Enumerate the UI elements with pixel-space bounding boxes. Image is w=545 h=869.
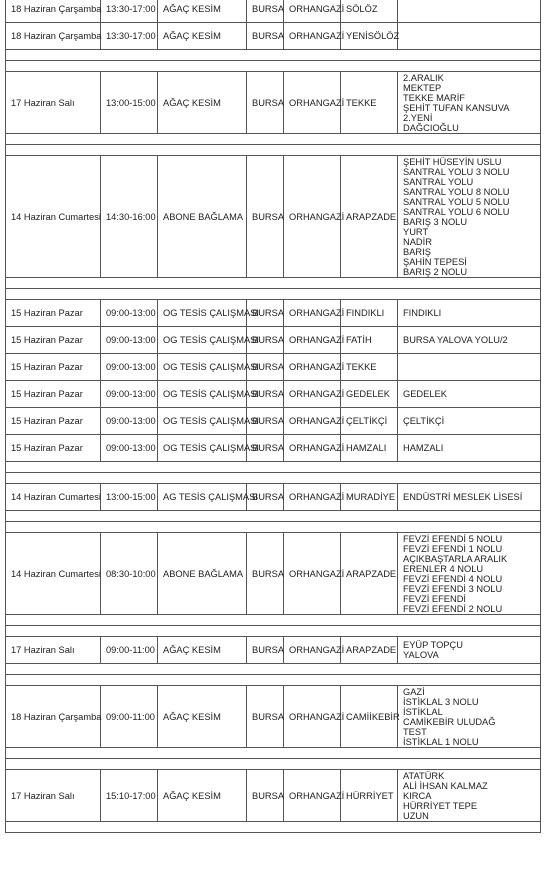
street-name: ENDÜSTRİ MESLEK LİSESİ — [403, 492, 523, 502]
street-name: SANTRAL YOLU 8 NOLU — [403, 186, 510, 197]
streets-cell — [398, 156, 541, 278]
street-name: FEVZİ EFENDİ 4 NOLU — [403, 573, 503, 584]
date-cell: 15 Haziran Pazar — [6, 300, 101, 327]
street-name: CAMİKEBİR ULUDAĞ — [403, 716, 496, 727]
spacer-cell — [6, 50, 541, 61]
time-cell: 08:30-10:00 — [101, 533, 158, 615]
street-name: TEKKE MARİF — [403, 92, 465, 103]
date-cell: 14 Haziran Cumartesi — [6, 156, 101, 278]
table-row — [6, 156, 541, 278]
reason-cell: AĞAÇ KESİM — [158, 686, 247, 748]
spacer-cell — [6, 511, 541, 522]
date-cell: 17 Haziran Salı — [6, 637, 101, 664]
spacer-cell — [6, 462, 541, 473]
table-row — [6, 435, 541, 462]
date-cell: 17 Haziran Salı — [6, 770, 101, 822]
date-cell: 15 Haziran Pazar — [6, 381, 101, 408]
streets-cell — [398, 435, 541, 462]
neighborhood-cell: ARAPZADE — [341, 156, 398, 278]
time-cell: 13:00-15:00 — [101, 72, 158, 134]
street-name: GEDELEK — [403, 389, 447, 399]
city-cell: BURSA — [247, 0, 284, 23]
spacer-row — [6, 278, 541, 289]
reason-cell: AĞAÇ KESİM — [158, 637, 247, 664]
date-cell: 15 Haziran Pazar — [6, 327, 101, 354]
reason-cell: AG TESİS ÇALIŞMASI — [158, 484, 247, 511]
city-cell: BURSA — [247, 533, 284, 615]
spacer-row — [6, 511, 541, 522]
city-cell: BURSA — [247, 637, 284, 664]
spacer-cell — [6, 626, 541, 637]
street-name: YURT — [403, 226, 429, 237]
street-name: YALOVA — [403, 650, 439, 660]
reason-cell: ABONE BAĞLAMA — [158, 533, 247, 615]
street-name: ŞAHİN TEPESİ — [403, 256, 467, 267]
district-cell: ORHANGAZİ — [284, 770, 341, 822]
time-cell: 09:00-11:00 — [101, 686, 158, 748]
street-name: ALİ İHSAN KALMAZ — [403, 780, 488, 791]
district-cell: ORHANGAZİ — [284, 156, 341, 278]
table-row — [6, 408, 541, 435]
reason-cell: OG TESİS ÇALIŞMASI — [158, 381, 247, 408]
reason-cell: OG TESİS ÇALIŞMASI — [158, 435, 247, 462]
table-row — [6, 686, 541, 748]
street-name: MEKTEP — [403, 82, 442, 93]
streets-cell — [398, 770, 541, 822]
reason-cell: AĞAÇ KESİM — [158, 0, 247, 23]
street-name: İSTİKLAL 3 NOLU — [403, 696, 479, 707]
spacer-row — [6, 61, 541, 72]
district-cell: ORHANGAZİ — [284, 0, 341, 23]
time-cell: 09:00-13:00 — [101, 435, 158, 462]
spacer-row — [6, 759, 541, 770]
street-name: EYÜP TOPÇU — [403, 640, 463, 650]
street-name: SANTRAL YOLU 5 NOLU — [403, 196, 510, 207]
reason-cell: OG TESİS ÇALIŞMASI — [158, 354, 247, 381]
city-cell: BURSA — [247, 484, 284, 511]
district-cell: ORHANGAZİ — [284, 408, 341, 435]
street-name: AÇIKBAŞTARLA ARALIK — [403, 553, 508, 564]
spacer-row — [6, 289, 541, 300]
street-name: FEVZİ EFENDİ 1 NOLU — [403, 543, 503, 554]
street-name: BARIŞ — [403, 246, 431, 257]
spacer-cell — [6, 61, 541, 72]
time-cell: 09:00-13:00 — [101, 327, 158, 354]
neighborhood-cell: FINDIKLI — [341, 300, 398, 327]
street-name: FINDIKLI — [403, 308, 442, 318]
neighborhood-cell: ARAPZADE — [341, 533, 398, 615]
street-name: BARIŞ 3 NOLU — [403, 216, 468, 227]
city-cell: BURSA — [247, 381, 284, 408]
street-name: FEVZİ EFENDİ 2 NOLU — [403, 603, 503, 614]
time-cell: 13:30-17:00 — [101, 0, 158, 23]
street-name: FEVZİ EFENDİ 3 NOLU — [403, 583, 503, 594]
table-row — [6, 72, 541, 134]
streets-cell — [398, 23, 541, 50]
spacer-row — [6, 522, 541, 533]
date-cell: 18 Haziran Çarşamba — [6, 0, 101, 23]
date-cell: 17 Haziran Salı — [6, 72, 101, 134]
spacer-cell — [6, 822, 541, 833]
city-cell: BURSA — [247, 435, 284, 462]
date-cell: 14 Haziran Cumartesi — [6, 484, 101, 511]
streets-cell — [398, 0, 541, 23]
outage-schedule-table — [5, 0, 541, 833]
city-cell: BURSA — [247, 327, 284, 354]
spacer-row — [6, 822, 541, 833]
table-row — [6, 300, 541, 327]
date-cell: 14 Haziran Cumartesi — [6, 533, 101, 615]
reason-cell: OG TESİS ÇALIŞMASI — [158, 327, 247, 354]
neighborhood-cell: ÇELTİKÇİ — [341, 408, 398, 435]
streets-cell — [398, 381, 541, 408]
neighborhood-cell: CAMİİKEBİR — [341, 686, 398, 748]
street-name: 2.YENİ — [403, 112, 433, 123]
spacer-row — [6, 145, 541, 156]
spacer-row — [6, 50, 541, 61]
reason-cell: ABONE BAĞLAMA — [158, 156, 247, 278]
spacer-cell — [6, 522, 541, 533]
district-cell: ORHANGAZİ — [284, 381, 341, 408]
street-name: ÇELTİKÇİ — [403, 416, 445, 426]
spacer-row — [6, 134, 541, 145]
street-name: FEVZİ EFENDİ — [403, 593, 467, 604]
time-cell: 09:00-13:00 — [101, 300, 158, 327]
street-name: ATATÜRK — [403, 770, 445, 781]
time-cell: 13:30-17:00 — [101, 23, 158, 50]
time-cell: 09:00-13:00 — [101, 408, 158, 435]
neighborhood-cell: SÖLÖZ — [341, 0, 398, 23]
table-row — [6, 484, 541, 511]
street-name: HÜRRİYET TEPE — [403, 800, 478, 811]
district-cell: ORHANGAZİ — [284, 484, 341, 511]
streets-cell — [398, 354, 541, 381]
date-cell: 15 Haziran Pazar — [6, 354, 101, 381]
date-cell: 15 Haziran Pazar — [6, 408, 101, 435]
spacer-cell — [6, 615, 541, 626]
neighborhood-cell: TEKKE — [341, 354, 398, 381]
streets-cell — [398, 533, 541, 615]
streets-cell — [398, 637, 541, 664]
reason-cell: OG TESİS ÇALIŞMASI — [158, 408, 247, 435]
spacer-cell — [6, 473, 541, 484]
table-row — [6, 0, 541, 23]
reason-cell: AĞAÇ KESİM — [158, 72, 247, 134]
street-name: İSTİKLAL 1 NOLU — [403, 736, 479, 747]
street-name: ŞEHİT HÜSEYİN USLU — [403, 156, 502, 167]
spacer-row — [6, 675, 541, 686]
table-row — [6, 327, 541, 354]
street-name: ŞEHİT TUFAN KANSUVA — [403, 102, 510, 113]
streets-cell — [398, 327, 541, 354]
spacer-cell — [6, 145, 541, 156]
street-name: BURSA YALOVA YOLU/2 — [403, 335, 508, 345]
time-cell: 13:00-15:00 — [101, 484, 158, 511]
spacer-cell — [6, 278, 541, 289]
reason-cell: AĞAÇ KESİM — [158, 23, 247, 50]
time-cell: 15:10-17:00 — [101, 770, 158, 822]
city-cell: BURSA — [247, 300, 284, 327]
spacer-row — [6, 615, 541, 626]
neighborhood-cell: YENİSÖLÖZ — [341, 23, 398, 50]
city-cell: BURSA — [247, 72, 284, 134]
street-name: GAZİ — [403, 686, 425, 697]
date-cell: 15 Haziran Pazar — [6, 435, 101, 462]
street-name: 2.ARALIK — [403, 72, 444, 83]
spacer-cell — [6, 759, 541, 770]
district-cell: ORHANGAZİ — [284, 300, 341, 327]
district-cell: ORHANGAZİ — [284, 23, 341, 50]
street-name: KIRCA — [403, 790, 432, 801]
street-name: NADİR — [403, 236, 432, 247]
streets-cell — [398, 72, 541, 134]
time-cell: 14:30-16:00 — [101, 156, 158, 278]
street-name: TEST — [403, 726, 427, 737]
table-row — [6, 770, 541, 822]
city-cell: BURSA — [247, 23, 284, 50]
neighborhood-cell: FATİH — [341, 327, 398, 354]
time-cell: 09:00-13:00 — [101, 354, 158, 381]
neighborhood-cell: HÜRRİYET — [341, 770, 398, 822]
street-name: İSTİKLAL — [403, 706, 443, 717]
neighborhood-cell: GEDELEK — [341, 381, 398, 408]
city-cell: BURSA — [247, 770, 284, 822]
spacer-cell — [6, 134, 541, 145]
spacer-row — [6, 664, 541, 675]
district-cell: ORHANGAZİ — [284, 354, 341, 381]
street-name: BARIŞ 2 NOLU — [403, 266, 468, 277]
street-name: SANTRAL YOLU — [403, 176, 474, 187]
reason-cell: OG TESİS ÇALIŞMASI — [158, 300, 247, 327]
city-cell: BURSA — [247, 156, 284, 278]
spacer-row — [6, 462, 541, 473]
table-row — [6, 381, 541, 408]
neighborhood-cell: HAMZALI — [341, 435, 398, 462]
spacer-cell — [6, 664, 541, 675]
street-name: UZUN — [403, 810, 429, 821]
spacer-row — [6, 473, 541, 484]
streets-cell — [398, 300, 541, 327]
spacer-row — [6, 626, 541, 637]
table-row — [6, 354, 541, 381]
table-body — [6, 0, 541, 833]
street-name: ERENLER 4 NOLU — [403, 563, 484, 574]
date-cell: 18 Haziran Çarşamba — [6, 686, 101, 748]
table-row — [6, 533, 541, 615]
streets-cell — [398, 484, 541, 511]
spacer-cell — [6, 748, 541, 759]
city-cell: BURSA — [247, 408, 284, 435]
spacer-cell — [6, 289, 541, 300]
district-cell: ORHANGAZİ — [284, 72, 341, 134]
street-name: FEVZİ EFENDİ 5 NOLU — [403, 533, 503, 544]
streets-cell — [398, 408, 541, 435]
district-cell: ORHANGAZİ — [284, 435, 341, 462]
city-cell: BURSA — [247, 354, 284, 381]
neighborhood-cell: ARAPZADE — [341, 637, 398, 664]
neighborhood-cell: MURADİYE — [341, 484, 398, 511]
streets-cell — [398, 686, 541, 748]
time-cell: 09:00-13:00 — [101, 381, 158, 408]
table-row — [6, 23, 541, 50]
date-cell: 18 Haziran Çarşamba — [6, 23, 101, 50]
reason-cell: AĞAÇ KESİM — [158, 770, 247, 822]
table-row — [6, 637, 541, 664]
city-cell: BURSA — [247, 686, 284, 748]
neighborhood-cell: TEKKE — [341, 72, 398, 134]
spacer-cell — [6, 675, 541, 686]
district-cell: ORHANGAZİ — [284, 533, 341, 615]
street-name: DAĞCIOĞLU — [403, 122, 459, 133]
street-name: SANTRAL YOLU 6 NOLU — [403, 206, 510, 217]
time-cell: 09:00-11:00 — [101, 637, 158, 664]
district-cell: ORHANGAZİ — [284, 327, 341, 354]
district-cell: ORHANGAZİ — [284, 686, 341, 748]
street-name: HAMZALI — [403, 443, 444, 453]
district-cell: ORHANGAZİ — [284, 637, 341, 664]
street-name: SANTRAL YOLU 3 NOLU — [403, 166, 510, 177]
spacer-row — [6, 748, 541, 759]
